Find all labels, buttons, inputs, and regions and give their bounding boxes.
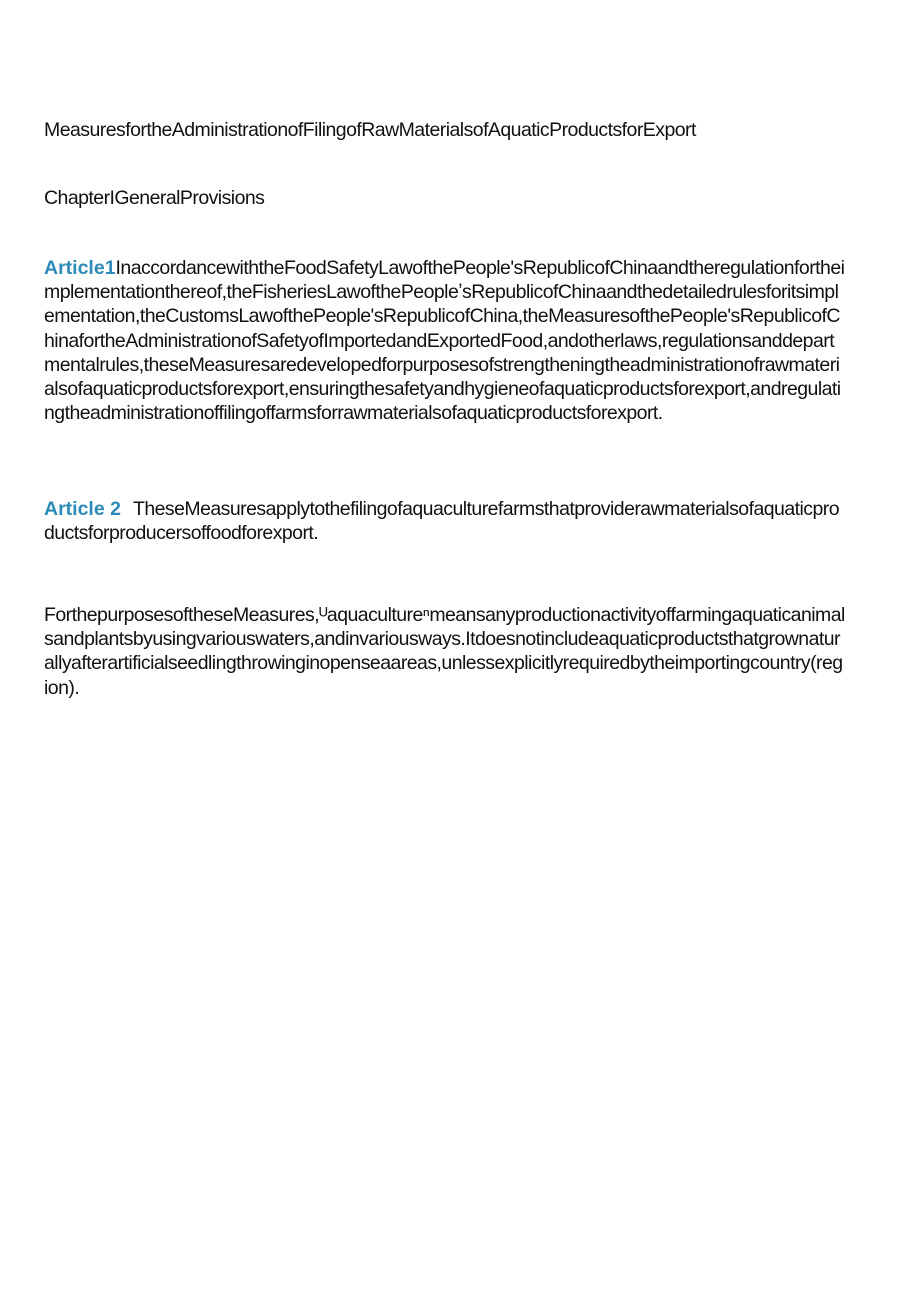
article-1-paragraph (44, 256, 846, 425)
definition-paragraph: ForthepurposesoftheseMeasures,ᵁaquacultureⁿmeansanyproductionactivityoffarmingaquaticanimalsandplantsbyusingvariouswaters,andinvariousways.Itdoesnotincludeaquaticproductsthatgrownaturallyafterartificialseedlingthrowinginopenseaareas,unlessexplicitlyrequiredbytheimportingcountry(region). (44, 604, 845, 699)
article-1-text: InaccordancewiththeFoodSafetyLawofthePeople'sRepublicofChinaandtheregulationfortheimplementationthereof,theFisheriesLawofthePeopleʼsRepublicofChinaandthedetailedrulesforitsimplementation,theCustomsLawofthePeople'sRepublicofChina,theMeasuresofthePeople'sRepublicofChinafortheAdministrationofSafetyofImportedandExportedFood,andotherlaws,regulationsanddepartmentalrules,theseMeasuresaredevelopedforpurposesofstrengtheningtheadministrationofrawmaterialsofaquaticproductsforexport,ensuringthesafetyandhygieneofaquaticproductsforexport,andregulatingtheadministrationoffilingoffarmsforrawmaterialsofaquaticproductsforexport. (44, 257, 845, 425)
article-1-label: Article1 (44, 257, 116, 279)
document-title: MeasuresfortheAdministrationofFilingofRawMaterialsofAquaticProductsforExport (44, 119, 696, 141)
article-2-text: TheseMeasuresapplytothefilingofaquaculturefarmsthatproviderawmaterialsofaquaticproductsforproducersoffoodforexport. (44, 498, 840, 545)
article-2-paragraph (44, 497, 846, 545)
chapter-heading: ChapterIGeneralProvisions (44, 187, 265, 209)
article-2-label: Article 2 (44, 498, 121, 520)
